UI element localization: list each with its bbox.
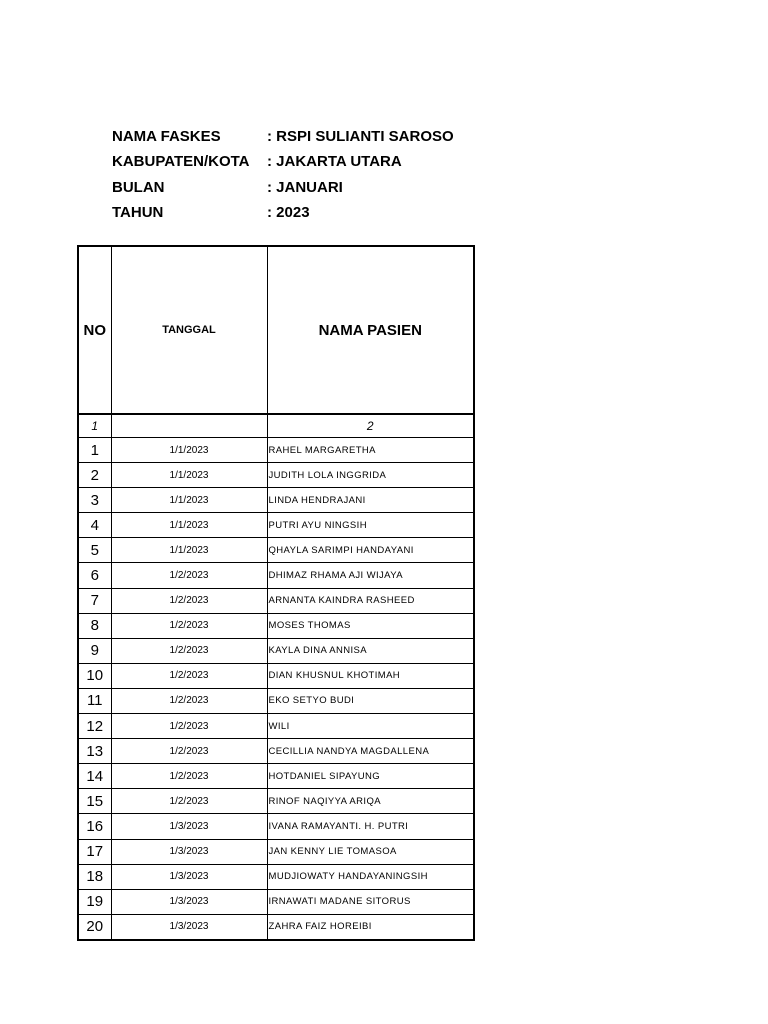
column-header-nama-pasien: NAMA PASIEN: [267, 246, 474, 414]
column-number-nama: 2: [267, 414, 474, 438]
header-value: : 2023: [267, 204, 310, 222]
row-nama-cell: LINDA HENDRAJANI: [267, 488, 474, 513]
row-nama-cell: QHAYLA SARIMPI HANDAYANI: [267, 538, 474, 563]
table-row: [78, 613, 474, 638]
column-header-no: NO: [78, 246, 111, 414]
row-nama-cell: WILI: [267, 714, 474, 739]
row-tanggal-cell: 1/2/2023: [111, 739, 267, 764]
table-row: [78, 789, 474, 814]
table-row: [78, 563, 474, 588]
row-no-cell: 4: [78, 513, 111, 538]
table-row: [78, 814, 474, 839]
row-no-cell: 15: [78, 789, 111, 814]
row-nama-cell: RINOF NAQIYYA ARIQA: [267, 789, 474, 814]
column-number-row: [78, 414, 474, 438]
row-tanggal-cell: 1/3/2023: [111, 864, 267, 889]
row-tanggal-cell: 1/2/2023: [111, 638, 267, 663]
row-nama-cell: DHIMAZ RHAMA AJI WIJAYA: [267, 563, 474, 588]
row-tanggal-cell: 1/1/2023: [111, 538, 267, 563]
table-row: [78, 714, 474, 739]
row-no-cell: 14: [78, 764, 111, 789]
row-no-cell: 10: [78, 663, 111, 688]
row-tanggal-cell: 1/3/2023: [111, 914, 267, 940]
row-no-cell: 8: [78, 613, 111, 638]
row-tanggal-cell: 1/3/2023: [111, 839, 267, 864]
table-row: [78, 463, 474, 488]
table-row: [78, 663, 474, 688]
header-label: KABUPATEN/KOTA: [112, 153, 250, 171]
row-tanggal-cell: 1/3/2023: [111, 889, 267, 914]
table-header-row: [78, 246, 474, 414]
header-row-tahun: [112, 200, 454, 225]
table-row: [78, 488, 474, 513]
table-row: [78, 438, 474, 463]
column-number-tanggal: [111, 414, 267, 438]
row-nama-cell: IVANA RAMAYANTI. H. PUTRI: [267, 814, 474, 839]
patient-table: [77, 245, 475, 941]
row-no-cell: 18: [78, 864, 111, 889]
column-header-tanggal: TANGGAL: [111, 246, 267, 414]
row-no-cell: 12: [78, 714, 111, 739]
row-nama-cell: KAYLA DINA ANNISA: [267, 638, 474, 663]
row-no-cell: 3: [78, 488, 111, 513]
row-nama-cell: MOSES THOMAS: [267, 613, 474, 638]
table-row: [78, 588, 474, 613]
row-tanggal-cell: 1/2/2023: [111, 588, 267, 613]
table-row: [78, 889, 474, 914]
header-value: : JAKARTA UTARA: [267, 153, 402, 171]
row-tanggal-cell: 1/2/2023: [111, 764, 267, 789]
table-row: [78, 864, 474, 889]
row-nama-cell: EKO SETYO BUDI: [267, 688, 474, 713]
row-no-cell: 9: [78, 638, 111, 663]
table-row: [78, 688, 474, 713]
row-nama-cell: CECILLIA NANDYA MAGDALLENA: [267, 739, 474, 764]
row-no-cell: 6: [78, 563, 111, 588]
row-tanggal-cell: 1/2/2023: [111, 789, 267, 814]
row-no-cell: 17: [78, 839, 111, 864]
row-tanggal-cell: 1/3/2023: [111, 814, 267, 839]
header-row-bulan: [112, 175, 454, 200]
header-label: NAMA FASKES: [112, 128, 221, 146]
row-no-cell: 1: [78, 438, 111, 463]
header-row-kabupaten: [112, 149, 454, 174]
table-row: [78, 513, 474, 538]
header-row-faskes: [112, 124, 454, 149]
row-no-cell: 20: [78, 914, 111, 940]
column-number-no: 1: [78, 414, 111, 438]
row-no-cell: 2: [78, 463, 111, 488]
header-value: : RSPI SULIANTI SAROSO: [267, 128, 454, 146]
row-nama-cell: JUDITH LOLA INGGRIDA: [267, 463, 474, 488]
row-no-cell: 13: [78, 739, 111, 764]
row-nama-cell: IRNAWATI MADANE SITORUS: [267, 889, 474, 914]
row-tanggal-cell: 1/1/2023: [111, 438, 267, 463]
row-nama-cell: DIAN KHUSNUL KHOTIMAH: [267, 663, 474, 688]
table-row: [78, 764, 474, 789]
table-row: [78, 638, 474, 663]
row-tanggal-cell: 1/2/2023: [111, 688, 267, 713]
row-tanggal-cell: 1/2/2023: [111, 563, 267, 588]
document-header: [112, 124, 454, 225]
row-nama-cell: ZAHRA FAIZ HOREIBI: [267, 914, 474, 940]
row-no-cell: 19: [78, 889, 111, 914]
row-no-cell: 16: [78, 814, 111, 839]
row-no-cell: 5: [78, 538, 111, 563]
header-label: BULAN: [112, 178, 165, 196]
row-tanggal-cell: 1/1/2023: [111, 463, 267, 488]
row-tanggal-cell: 1/1/2023: [111, 488, 267, 513]
table-row: [78, 839, 474, 864]
table-row: [78, 538, 474, 563]
table-row: [78, 739, 474, 764]
row-nama-cell: PUTRI AYU NINGSIH: [267, 513, 474, 538]
table-body: [78, 438, 474, 940]
row-nama-cell: MUDJIOWATY HANDAYANINGSIH: [267, 864, 474, 889]
row-tanggal-cell: 1/2/2023: [111, 714, 267, 739]
row-nama-cell: JAN KENNY LIE TOMASOA: [267, 839, 474, 864]
row-nama-cell: RAHEL MARGARETHA: [267, 438, 474, 463]
row-no-cell: 11: [78, 688, 111, 713]
row-no-cell: 7: [78, 588, 111, 613]
row-nama-cell: ARNANTA KAINDRA RASHEED: [267, 588, 474, 613]
header-label: TAHUN: [112, 204, 164, 222]
row-nama-cell: HOTDANIEL SIPAYUNG: [267, 764, 474, 789]
row-tanggal-cell: 1/2/2023: [111, 613, 267, 638]
row-tanggal-cell: 1/1/2023: [111, 513, 267, 538]
header-value: : JANUARI: [267, 178, 343, 196]
row-tanggal-cell: 1/2/2023: [111, 663, 267, 688]
table-row: [78, 914, 474, 940]
